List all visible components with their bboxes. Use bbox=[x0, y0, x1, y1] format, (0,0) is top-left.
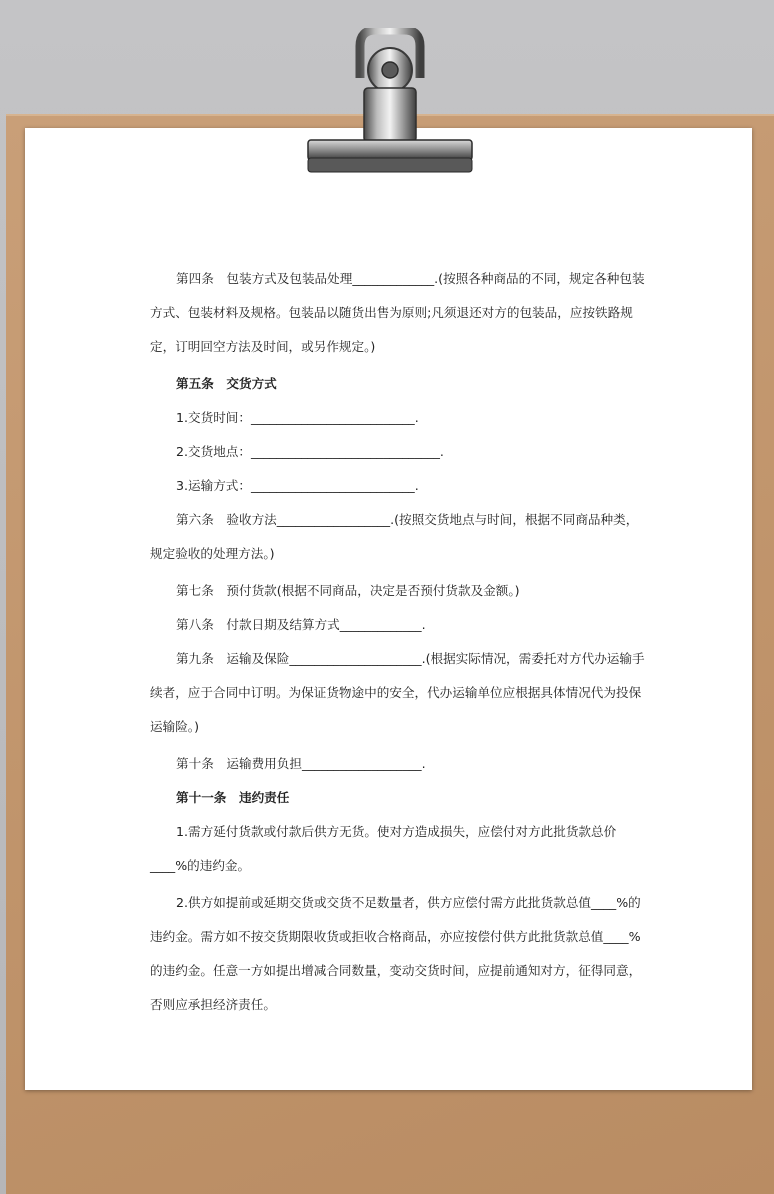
paragraph: 第四条 包装方式及包装品处理_____________.(按照各种商品的不同，规定各种包装 bbox=[176, 271, 645, 286]
paragraph: 第七条 预付货款(根据不同商品，决定是否预付货款及金额。) bbox=[176, 583, 520, 598]
paragraph: 运输险。) bbox=[150, 719, 199, 734]
binder-clip-icon bbox=[300, 28, 480, 178]
paragraph: 2.供方如提前或延期交货或交货不足数量者，供方应偿付需方此批货款总值____%的 bbox=[176, 895, 641, 910]
paragraph: 2.交货地点：______________________________. bbox=[176, 444, 444, 459]
paragraph: 续者，应于合同中订明。为保证货物途中的安全，代办运输单位应根据具体情况代为投保 bbox=[150, 685, 642, 700]
section-heading: 第十一条 违约责任 bbox=[176, 790, 290, 805]
paragraph: 定，订明回空方法及时间，或另作规定。) bbox=[150, 339, 376, 354]
paragraph: ____%的违约金。 bbox=[150, 858, 251, 873]
paragraph: 否则应承担经济责任。 bbox=[150, 997, 276, 1012]
paragraph: 第十条 运输费用负担___________________. bbox=[176, 756, 426, 771]
paragraph: 1.交货时间：__________________________. bbox=[176, 410, 419, 425]
paragraph: 1.需方延付货款或付款后供方无货。使对方造成损失，应偿付对方此批货款总价 bbox=[176, 824, 617, 839]
paragraph: 规定验收的处理方法。) bbox=[150, 546, 275, 561]
section-heading: 第五条 交货方式 bbox=[176, 376, 277, 391]
paragraph: 3.运输方式：__________________________. bbox=[176, 478, 419, 493]
paragraph: 第六条 验收方法__________________.(按照交货地点与时间，根据不同商品种类， bbox=[176, 512, 639, 527]
paragraph: 第八条 付款日期及结算方式_____________. bbox=[176, 617, 426, 632]
paragraph: 的违约金。任意一方如提出增减合同数量，变动交货时间，应提前通知对方，征得同意， bbox=[150, 963, 642, 978]
paragraph: 违约金。需方如不按交货期限收货或拒收合格商品，亦应按偿付供方此批货款总值____% bbox=[150, 929, 641, 944]
contract-text bbox=[150, 262, 650, 1022]
paragraph: 方式、包装材料及规格。包装品以随货出售为原则;凡须退还对方的包装品，应按铁路规 bbox=[150, 305, 633, 320]
paragraph: 第九条 运输及保险_____________________.(根据实际情况，需委托对方代办运输手 bbox=[176, 651, 645, 666]
